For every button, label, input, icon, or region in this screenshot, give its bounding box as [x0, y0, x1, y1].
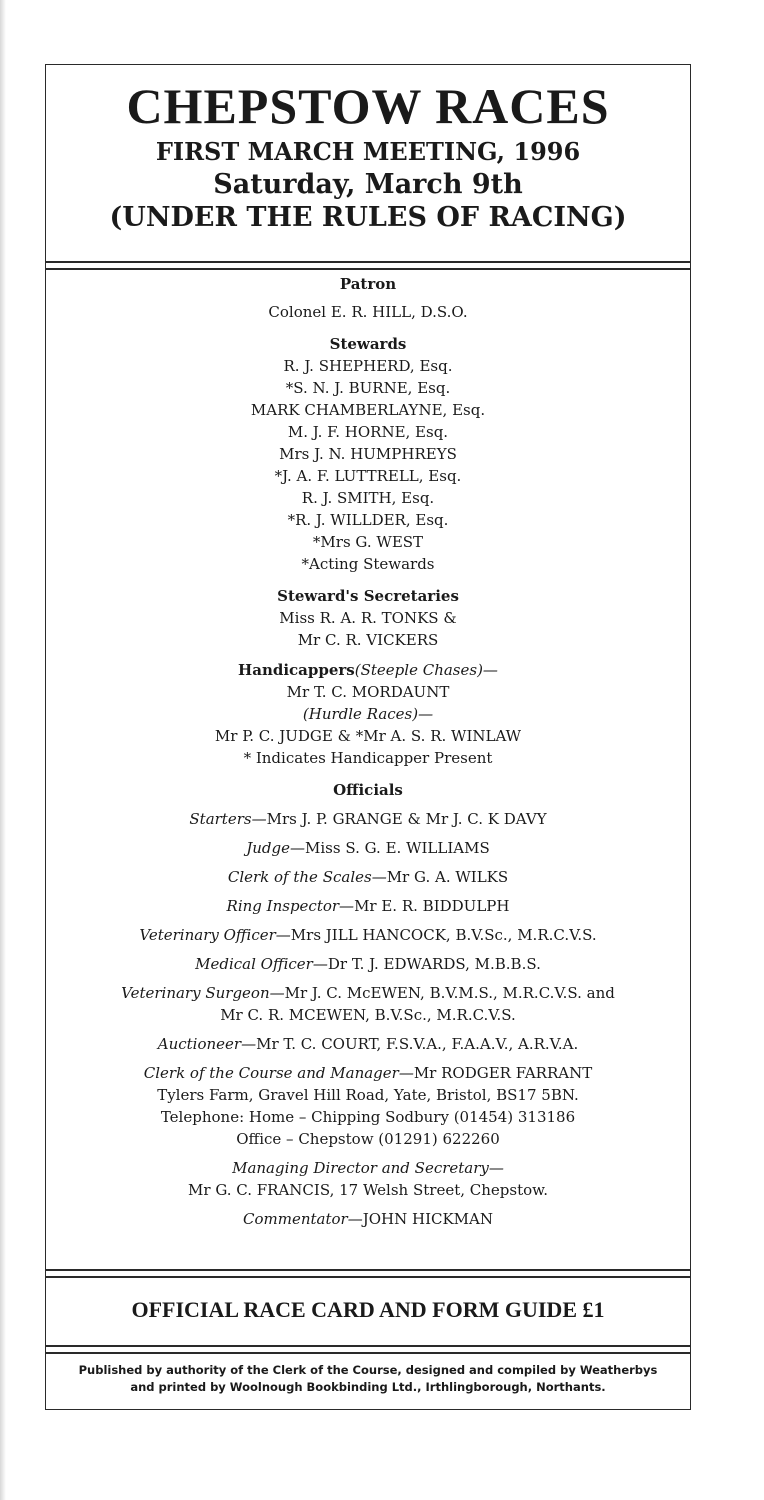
handicappers-label: Handicappers	[238, 661, 355, 679]
official-managing-director	[46, 1157, 690, 1201]
commentator-name: JOHN HICKMAN	[362, 1210, 493, 1228]
meeting-date: Saturday, March 9th	[213, 169, 523, 200]
handicapper-present-note: * Indicates Handicapper Present	[243, 749, 493, 767]
stewards-heading: Stewards	[329, 335, 407, 353]
scales-label: Clerk of the Scales—	[227, 868, 387, 886]
steward-name: *J. A. F. LUTTRELL, Esq.	[274, 467, 462, 485]
md-name: Mr G. C. FRANCIS, 17 Welsh Street, Chepstow.	[188, 1181, 548, 1199]
page-title: CHEPSTOW RACES	[126, 78, 610, 134]
md-label: Managing Director and Secretary—	[232, 1159, 504, 1177]
steward-name: MARK CHAMBERLAYNE, Esq.	[250, 401, 486, 419]
starters-names: Mrs J. P. GRANGE & Mr J. C. K DAVY	[266, 810, 547, 828]
rules-note: (UNDER THE RULES OF RACING)	[109, 202, 627, 233]
official-scales	[46, 866, 690, 888]
steeple-handicapper: Mr T. C. MORDAUNT	[286, 683, 450, 701]
secretary-name: Mr C. R. VICKERS	[297, 631, 439, 649]
auctioneer-name: Mr T. C. COURT, F.S.V.A., F.A.A.V., A.R.V.A.	[256, 1035, 579, 1053]
vet-surgeon-label: Veterinary Surgeon—	[121, 984, 285, 1002]
ring-name: Mr E. R. BIDDULPH	[354, 897, 510, 915]
medical-label: Medical Officer—	[195, 955, 328, 973]
official-auctioneer	[46, 1033, 690, 1055]
judge-name: Miss S. G. E. WILLIAMS	[305, 839, 490, 857]
ring-label: Ring Inspector—	[226, 897, 355, 915]
judge-label: Judge—	[246, 839, 306, 857]
official-ring-inspector	[46, 895, 690, 917]
publisher-line-1: Published by authority of the Clerk of the Course, designed and compiled by Weatherbys	[78, 1363, 658, 1377]
handicappers-heading	[46, 659, 690, 681]
hurdle-handicappers: Mr P. C. JUDGE & *Mr A. S. R. WINLAW	[214, 727, 522, 745]
race-card-price-title: OFFICIAL RACE CARD AND FORM GUIDE £1	[131, 1297, 605, 1322]
official-clerk	[46, 1062, 690, 1150]
steward-name: *S. N. J. BURNE, Esq.	[285, 379, 451, 397]
vet-officer-name: Mrs JILL HANCOCK, B.V.Sc., M.R.C.V.S.	[290, 926, 597, 944]
header-divider	[46, 261, 690, 270]
clerk-address: Tylers Farm, Gravel Hill Road, Yate, Bristol, BS17 5BN.	[157, 1086, 579, 1104]
patron-name: Colonel E. R. HILL, D.S.O.	[268, 303, 468, 321]
scales-name: Mr G. A. WILKS	[386, 868, 509, 886]
page-edge-shadow	[0, 0, 6, 1500]
steeple-chases-label: (Steeple Chases)—	[354, 661, 498, 679]
steward-name: R. J. SHEPHERD, Esq.	[283, 357, 453, 375]
auctioneer-label: Auctioneer—	[157, 1035, 257, 1053]
steward-name: R. J. SMITH, Esq.	[301, 489, 435, 507]
clerk-phone-office: Office – Chepstow (01291) 622260	[236, 1130, 500, 1148]
official-vet-surgeon	[46, 982, 690, 1026]
meeting-name: FIRST MARCH MEETING, 1996	[155, 137, 581, 166]
official-starters	[46, 808, 690, 830]
official-judge	[46, 837, 690, 859]
starters-label: Starters—	[189, 810, 267, 828]
commentator-label: Commentator—	[243, 1210, 363, 1228]
vet-surgeon-name-2: Mr C. R. MCEWEN, B.V.Sc., M.R.C.V.S.	[220, 1006, 516, 1024]
official-commentator	[46, 1208, 690, 1230]
steward-name: M. J. F. HORNE, Esq.	[287, 423, 449, 441]
patron-heading: Patron	[339, 275, 397, 293]
race-card-cover	[45, 64, 691, 1410]
clerk-phone-home: Telephone: Home – Chipping Sodbury (01454) 313186	[160, 1108, 576, 1126]
publisher-line-2: and printed by Woolnough Bookbinding Ltd., Irthlingborough, Northants.	[130, 1380, 606, 1394]
steward-name: Mrs J. N. HUMPHREYS	[279, 445, 457, 463]
official-vet-officer	[46, 924, 690, 946]
hurdle-races-label: (Hurdle Races)—	[302, 705, 434, 723]
officials-heading: Officials	[333, 781, 403, 799]
steward-name: *R. J. WILLDER, Esq.	[287, 511, 449, 529]
footer-divider-bottom	[46, 1345, 690, 1354]
vet-officer-label: Veterinary Officer—	[139, 926, 291, 944]
acting-stewards-note: *Acting Stewards	[301, 555, 435, 573]
official-medical	[46, 953, 690, 975]
footer-divider-top	[46, 1269, 690, 1278]
medical-name: Dr T. J. EDWARDS, M.B.B.S.	[327, 955, 541, 973]
vet-surgeon-name-1: Mr J. C. McEWEN, B.V.M.S., M.R.C.V.S. and	[284, 984, 615, 1002]
officials-listing	[46, 273, 690, 1230]
clerk-name: Mr RODGER FARRANT	[413, 1064, 593, 1082]
clerk-label: Clerk of the Course and Manager—	[143, 1064, 414, 1082]
secretary-name: Miss R. A. R. TONKS &	[279, 609, 457, 627]
steward-name: *Mrs G. WEST	[312, 533, 424, 551]
cover-header	[46, 65, 690, 255]
secretaries-heading: Steward's Secretaries	[277, 587, 459, 605]
publisher-note	[46, 1362, 690, 1396]
